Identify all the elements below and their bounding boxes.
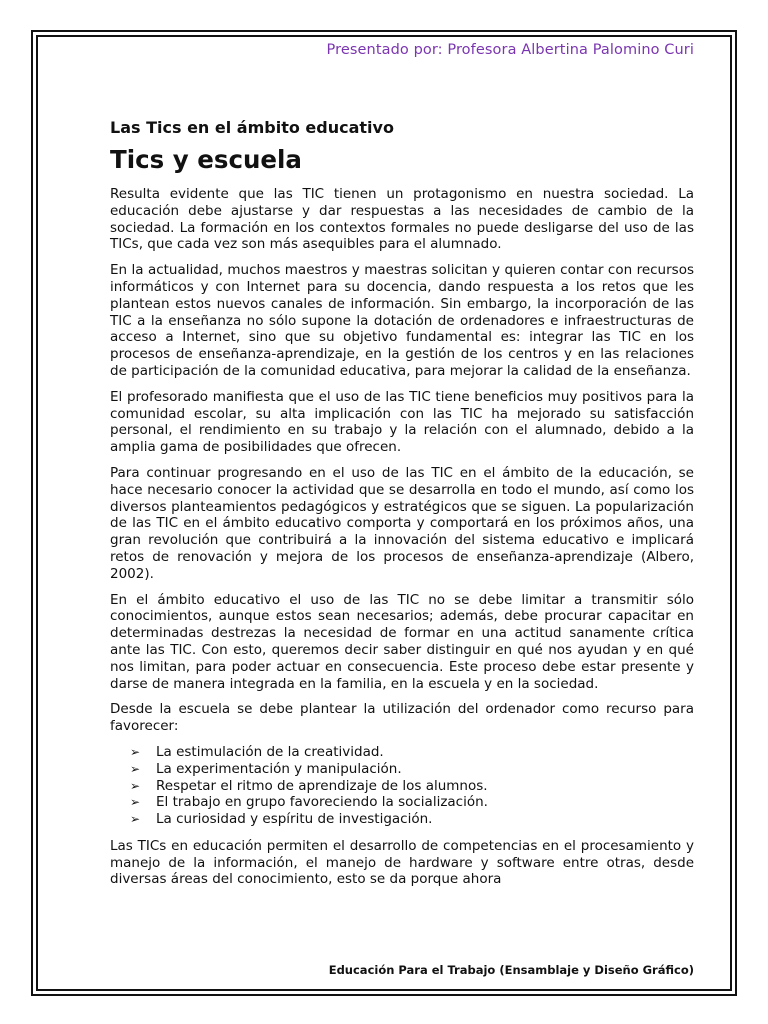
header-author: Presentado por: Profesora Albertina Palomino Curi: [326, 42, 694, 58]
paragraph-5: En el ámbito educativo el uso de las TIC no se debe limitar a transmitir sólo conocimientos, aunque estos sean necesarios; además, debe procurar capacitar en determinadas destrezas la necesidad de formar en una actitud sanamente crítica ante las TIC. Con esto, queremos decir saber distinguir en qué nos ayudan y en qué nos limitan, para poder actuar en consecuencia. Este proceso debe estar presente y darse de manera integrada en la familia, en la escuela y en la sociedad.: [110, 591, 694, 692]
paragraph-1: Resulta evidente que las TIC tienen un protagonismo en nuestra sociedad. La educación debe ajustarse y dar respuestas a las necesidades de cambio de la sociedad. La formación en los contextos formales no puede desligarse del uso de las TICs, que cada vez son más asequibles para el alumnado.: [110, 186, 694, 253]
paragraph-4: Para continuar progresando en el uso de las TIC en el ámbito de la educación, se hace necesario conocer la actividad que se desarrolla en todo el mundo, así como los diversos planteamientos pedagógicos y estratégicos que se siguen. La popularización de las TIC en el ámbito educativo comporta y comportará en los próximos años, una gran revolución que contribuirá a la innovación del sistema educativo e implicará retos de renovación y mejora de los procesos de enseñanza-aprendizaje (Albero, 2002).: [110, 464, 694, 582]
arrow-bullet-icon: ➢: [130, 795, 141, 810]
paragraph-2: En la actualidad, muchos maestros y maestras solicitan y quieren contar con recursos informáticos y con Internet para su docencia, dando respuesta a los retos que les plantean estos nuevos canales de información. Sin embargo, la incorporación de las TIC a la enseñanza no sólo supone la dotación de ordenadores e infraestructuras de acceso a Internet, sino que su objetivo fundamental es: integrar las TIC en los procesos de enseñanza-aprendizaje, en la gestión de los centros y en las relaciones de participación de la comunidad educativa, para mejorar la calidad de la enseñanza.: [110, 262, 694, 379]
footer-text: Educación Para el Trabajo (Ensamblaje y Diseño Gráfico): [328, 963, 694, 977]
document-body: [110, 118, 694, 897]
arrow-bullet-icon: ➢: [130, 778, 141, 793]
list-item: [130, 761, 694, 778]
page-title: Tics y escuela: [110, 145, 302, 174]
list-item-text: La experimentación y manipulación.: [156, 760, 402, 777]
list-item-text: La curiosidad y espíritu de investigación.: [156, 811, 433, 828]
paragraph-3: El profesorado manifiesta que el uso de las TIC tiene beneficios muy positivos para la comunidad escolar, su alta implicación con las TIC ha mejorado su satisfacción personal, el rendimiento en su trabajo y la relación con el alumnado, debido a la amplia gama de posibilidades que ofrecen.: [110, 388, 694, 456]
arrow-bullet-icon: ➢: [130, 812, 141, 827]
list-item-text: El trabajo en grupo favoreciendo la socialización.: [156, 794, 488, 811]
list-item-text: Respetar el ritmo de aprendizaje de los alumnos.: [156, 777, 488, 794]
paragraph-6: Desde la escuela se debe plantear la utilización del ordenador como recurso para favorecer:: [110, 701, 694, 735]
list-item: [130, 744, 694, 761]
closing-paragraph: Las TICs en educación permiten el desarrollo de competencias en el procesamiento y manejo de la información, el manejo de hardware y software entre otras, desde diversas áreas del conocimiento, esto se da porque ahora: [110, 837, 694, 888]
bullet-list: [130, 744, 694, 828]
section-heading: Las Tics en el ámbito educativo: [110, 118, 394, 137]
list-item-text: La estimulación de la creatividad.: [156, 743, 384, 760]
arrow-bullet-icon: ➢: [130, 744, 141, 759]
arrow-bullet-icon: ➢: [130, 761, 141, 776]
list-item: [130, 811, 694, 828]
list-item: [130, 778, 694, 795]
list-item: [130, 794, 694, 811]
